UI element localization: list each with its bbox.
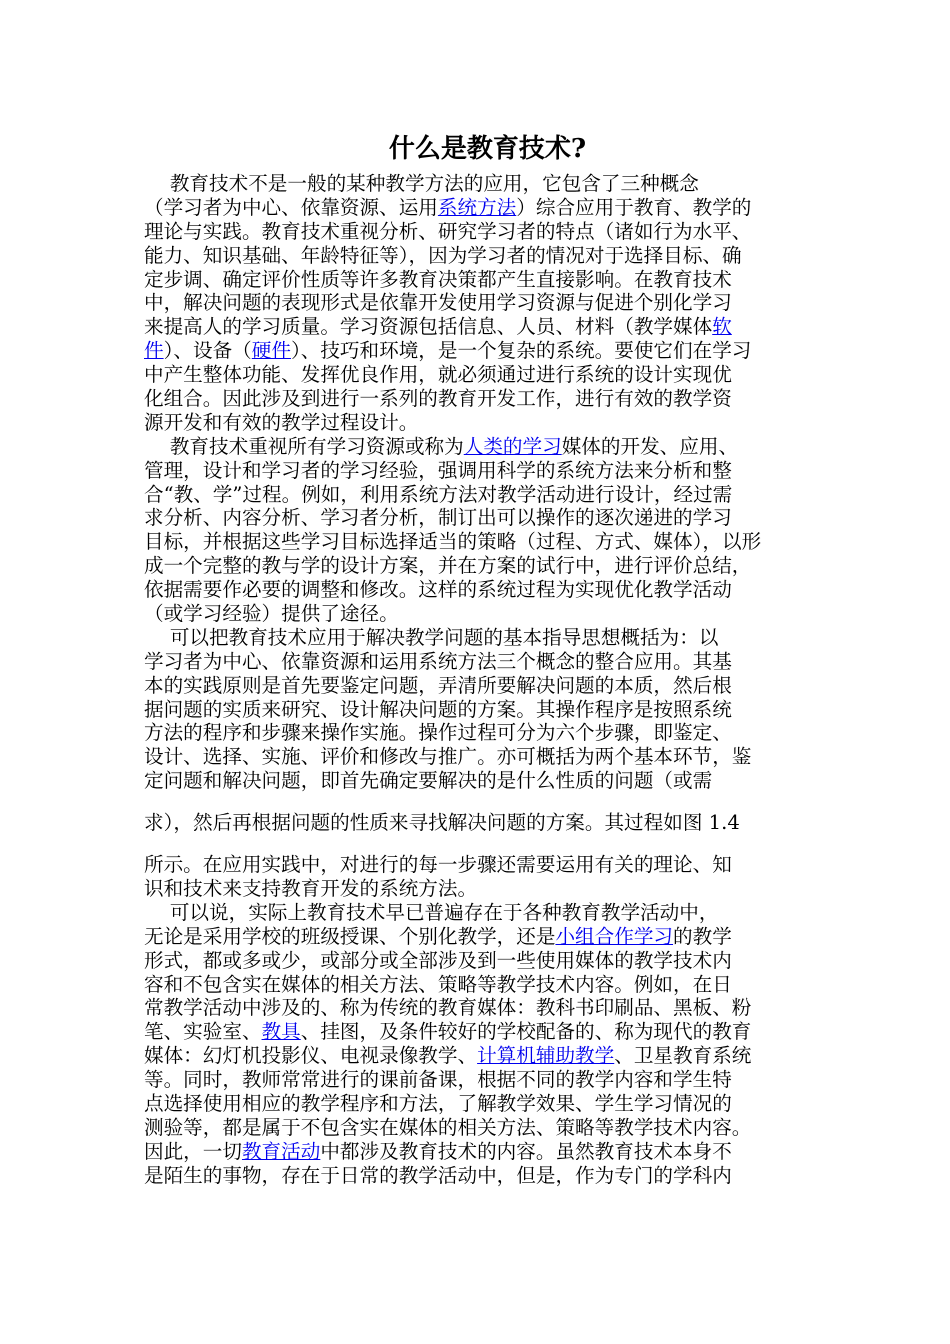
text-line [144,925,814,949]
text-line [144,244,814,268]
hyperlink[interactable]: 件 [144,339,164,363]
text-run: 据问题的实质来研究、设计解决问题的方案。其操作程序是按照系统 [144,697,732,721]
text-line [144,1020,814,1044]
text-line [144,1140,814,1164]
text-run: 等。同时，教师常常进行的课前备课，根据不同的教学内容和学生特 [144,1068,732,1092]
text-line [144,578,814,602]
text-run: 化组合。因此涉及到进行一系列的教育开发工作，进行有效的教学资 [144,387,732,411]
text-run: （学习者为中心、依靠资源、运用 [144,195,438,219]
text-run: 测验等，都是属于不包含实在媒体的相关方法、策略等教学技术内容。 [144,1115,752,1139]
text-line [144,769,814,793]
text-run: （或学习经验）提供了途径。 [144,602,399,626]
text-line [144,530,814,554]
text-line [144,196,814,220]
text-line [144,1092,814,1116]
text-run: 无论是采用学校的班级授课、个别化教学，还是 [144,924,556,948]
text-run: 媒体的开发、应用、 [561,434,739,458]
text-run: 、挂图，及条件较好的学校配备的、称为现代的教育 [300,1020,752,1044]
hyperlink[interactable]: 计算机辅助教学 [477,1044,615,1068]
hyperlink[interactable]: 系统方法 [437,195,517,219]
text-line [144,1116,814,1140]
hyperlink[interactable]: 小组合作学习 [555,924,674,948]
text-run: 笔、实验室、 [144,1020,262,1044]
text-line [144,901,814,925]
text-run: ）、设备（ [163,339,252,363]
text-line [144,602,814,626]
text-line [144,315,814,339]
text-line [144,1068,814,1092]
text-line [144,172,814,196]
hyperlink[interactable]: 硬件 [251,339,291,363]
text-run: 源开发和有效的教学过程设计。 [144,410,419,434]
text-run: 中都涉及教育技术的内容。虽然教育技术本身不 [320,1139,732,1163]
text-line [144,626,814,650]
text-line [144,411,814,435]
text-run: 本的实践原则是首先要鉴定问题，弄清所要解决问题的本质，然后根 [144,673,732,697]
text-run: 求），然后再根据问题的性质来寻找解决问题的方案。其过程如图 1.4 [144,811,740,835]
text-run: 、卫星教育系统 [614,1044,752,1068]
text-run: 的教学 [673,924,732,948]
text-line [144,745,814,769]
text-run: 学习者为中心、依靠资源和运用系统方法三个概念的整合应用。其基 [144,649,732,673]
text-line [144,811,814,835]
text-line [144,435,814,459]
text-line [144,554,814,578]
text-line [144,853,814,877]
text-line [144,506,814,530]
text-run: 中产生整体功能、发挥优良作用，就必须通过进行系统的设计实现优 [144,363,732,387]
text-run: 教育技术重视所有学习资源或称为 [144,434,464,458]
text-line [144,459,814,483]
text-line [144,721,814,745]
text-run: 管理，设计和学习者的学习经验，强调用科学的系统方法来分析和整 [144,458,732,482]
text-line [144,483,814,507]
text-run: 设计、选择、实施、评价和修改与推广。亦可概括为两个基本环节，鉴 [144,745,752,769]
text-line [144,949,814,973]
text-line [144,1044,814,1068]
text-run: 可以说，实际上教育技术早已普遍存在于各种教育教学活动中， [144,900,719,924]
text-run: 理论与实践。教育技术重视分析、研究学习者的特点（诸如行为水平、 [144,219,752,243]
text-run: 依据需要作必要的调整和修改。这样的系统过程为实现优化教学活动 [144,578,732,602]
text-run: 识和技术来支持教育开发的系统方法。 [144,876,478,900]
text-run: 点选择使用相应的教学程序和方法，了解教学效果、学生学习情况的 [144,1091,732,1115]
text-line [144,363,814,387]
text-line [144,650,814,674]
text-run: 来提高人的学习质量。学习资源包括信息、人员、材料（教学媒体 [144,315,713,339]
hyperlink[interactable]: 教具 [261,1020,301,1044]
text-run: 目标，并根据这些学习目标选择适当的策略（过程、方式、媒体），以形 [144,530,762,554]
text-run: 方法的程序和步骤来操作实施。操作过程可分为六个步骤，即鉴定、 [144,721,732,745]
text-run: 可以把教育技术应用于解决教学问题的基本指导思想概括为：以 [144,625,719,649]
text-line [144,877,814,901]
text-line [144,996,814,1020]
hyperlink[interactable]: 教育活动 [241,1139,321,1163]
text-run: 形式，都或多或少，或部分或全部涉及到一些使用媒体的教学技术内 [144,948,732,972]
text-line [144,387,814,411]
text-run: 成一个完整的教与学的设计方案，并在方案的试行中，进行评价总结， [144,554,752,578]
text-run: 教育技术不是一般的某种教学方法的应用，它包含了三种概念 [144,172,699,195]
document-body [144,172,814,1188]
text-run: 定问题和解决问题，即首先确定要解决的是什么性质的问题（或需 [144,769,713,793]
text-line [144,220,814,244]
hyperlink[interactable]: 软 [712,315,732,339]
text-line [144,674,814,698]
text-line [144,698,814,722]
text-run: 媒体：幻灯机投影仪、电视录像教学、 [144,1044,478,1068]
document-title: 什么是教育技术? [388,134,587,164]
text-run: 定步调、确定评价性质等许多教育决策都产生直接影响。在教育技术 [144,267,732,291]
hyperlink[interactable]: 人类的学习 [463,434,562,458]
text-line [144,973,814,997]
text-run: 是陌生的事物，存在于日常的教学活动中，但是，作为专门的学科内 [144,1163,732,1187]
text-run: ）综合应用于教育、教学的 [516,195,752,219]
text-run: 中，解决问题的表现形式是依靠开发使用学习资源与促进个别化学习 [144,291,732,315]
text-line [144,291,814,315]
text-run: 常教学活动中涉及的、称为传统的教育媒体：教科书印刷品、黑板、粉 [144,996,752,1020]
text-run: 所示。在应用实践中，对进行的每一步骤还需要运用有关的理论、知 [144,853,732,877]
text-line [144,268,814,292]
text-run: 合“教、学”过程。例如，利用系统方法对教学活动进行设计，经过需 [144,482,733,506]
text-run: 求分析、内容分析、学习者分析，制订出可以操作的逐次递进的学习 [144,506,732,530]
text-run: 因此，一切 [144,1139,242,1163]
text-run: 容和不包含实在媒体的相关方法、策略等教学技术内容。例如，在日 [144,972,732,996]
text-run: 能力、知识基础、年龄特征等），因为学习者的情况对于选择目标、确 [144,243,742,267]
text-line [144,339,814,363]
text-line [144,1164,814,1188]
text-run: ）、技巧和环境，是一个复杂的系统。要使它们在学习 [290,339,752,363]
